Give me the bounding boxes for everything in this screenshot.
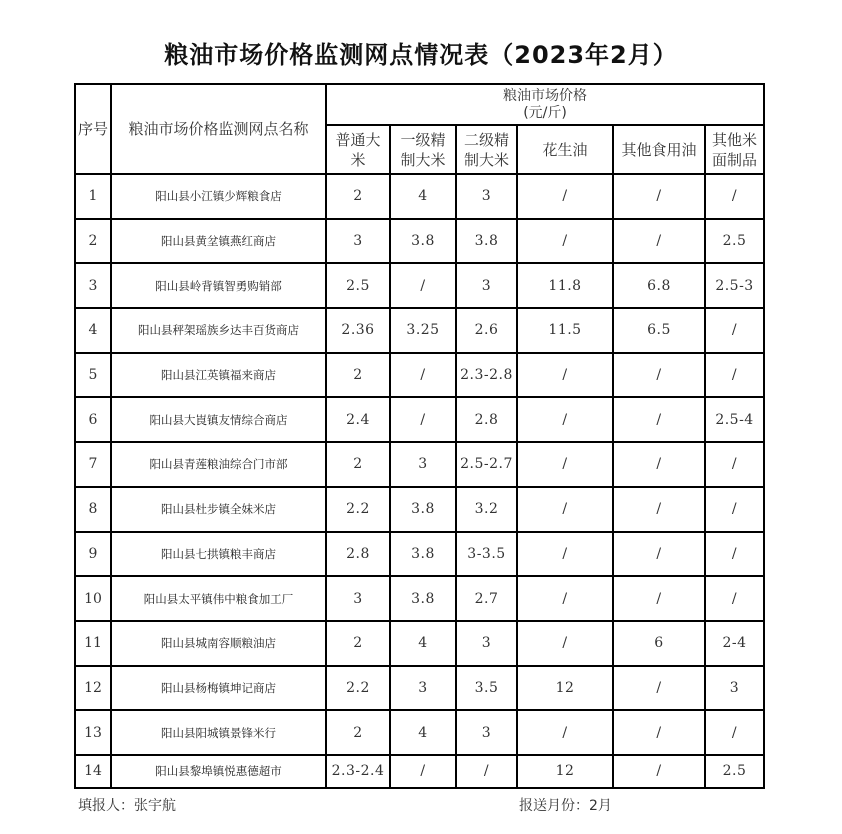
price-regular-rice: 2.3-2.4 [326,755,390,788]
price-other-rice-noodle: / [705,532,764,577]
row-index: 11 [75,621,111,666]
table-row [75,532,764,577]
table-row [75,353,764,398]
outlet-name: 阳山县秤架瑶族乡达丰百货商店 [111,308,326,353]
price-other-edible-oil: / [613,710,705,755]
row-index: 9 [75,532,111,577]
price-regular-rice: 2 [326,710,390,755]
header-grade1-rice: 一级精制大米 [390,125,456,174]
price-peanut-oil: / [517,219,613,264]
price-peanut-oil: / [517,442,613,487]
price-peanut-oil: / [517,397,613,442]
price-peanut-oil: / [517,576,613,621]
outlet-name: 阳山县黎埠镇悦惠德超市 [111,755,326,788]
price-grade1-rice: 3 [390,442,456,487]
price-other-rice-noodle: / [705,576,764,621]
price-other-edible-oil: / [613,576,705,621]
price-grade1-rice: 4 [390,621,456,666]
header-outlet-name: 粮油市场价格监测网点名称 [111,84,326,174]
price-other-edible-oil: / [613,755,705,788]
price-other-rice-noodle: / [705,710,764,755]
outlet-name: 阳山县江英镇福来商店 [111,353,326,398]
price-regular-rice: 2.2 [326,666,390,711]
price-other-edible-oil: / [613,532,705,577]
price-grade2-rice: 3-3.5 [456,532,517,577]
price-grade1-rice: 3 [390,666,456,711]
price-other-rice-noodle: 2.5 [705,755,764,788]
price-grade2-rice: 3.2 [456,487,517,532]
price-other-rice-noodle: / [705,487,764,532]
price-grade2-rice: 2.7 [456,576,517,621]
header-price-group-unit: (元/斤) [523,104,567,121]
table-row [75,442,764,487]
price-grade2-rice: 2.8 [456,397,517,442]
row-index: 6 [75,397,111,442]
price-other-edible-oil: / [613,397,705,442]
outlet-name: 阳山县阳城镇景锋米行 [111,710,326,755]
row-index: 7 [75,442,111,487]
row-index: 2 [75,219,111,264]
table-row [75,174,764,219]
price-other-rice-noodle: 2.5-3 [705,263,764,308]
price-grade1-rice: 3.25 [390,308,456,353]
outlet-name: 阳山县大崀镇友情综合商店 [111,397,326,442]
price-peanut-oil: 11.8 [517,263,613,308]
price-monitoring-table [74,83,765,789]
price-grade2-rice: 3 [456,621,517,666]
price-regular-rice: 2 [326,174,390,219]
price-peanut-oil: 11.5 [517,308,613,353]
price-peanut-oil: 12 [517,755,613,788]
price-grade1-rice: / [390,263,456,308]
header-index: 序号 [75,84,111,174]
price-peanut-oil: / [517,532,613,577]
price-regular-rice: 3 [326,219,390,264]
row-index: 12 [75,666,111,711]
price-grade2-rice: 2.5-2.7 [456,442,517,487]
header-regular-rice: 普通大米 [326,125,390,174]
row-index: 8 [75,487,111,532]
row-index: 3 [75,263,111,308]
price-peanut-oil: / [517,353,613,398]
price-regular-rice: 2.5 [326,263,390,308]
outlet-name: 阳山县黄坌镇燕红商店 [111,219,326,264]
price-peanut-oil: / [517,487,613,532]
table-row [75,621,764,666]
price-regular-rice: 2.8 [326,532,390,577]
price-other-edible-oil: / [613,174,705,219]
price-regular-rice: 2.2 [326,487,390,532]
price-grade2-rice: 2.3-2.8 [456,353,517,398]
header-grade2-rice: 二级精制大米 [456,125,517,174]
price-other-rice-noodle: / [705,174,764,219]
price-grade1-rice: / [390,397,456,442]
price-regular-rice: 3 [326,576,390,621]
table-row [75,755,764,788]
price-regular-rice: 2 [326,442,390,487]
price-other-rice-noodle: 2-4 [705,621,764,666]
outlet-name: 阳山县太平镇伟中粮食加工厂 [111,576,326,621]
outlet-name: 阳山县城南容顺粮油店 [111,621,326,666]
row-index: 1 [75,174,111,219]
table-row [75,397,764,442]
price-grade1-rice: / [390,755,456,788]
price-other-rice-noodle: 3 [705,666,764,711]
price-grade1-rice: 3.8 [390,487,456,532]
table-row [75,219,764,264]
row-index: 10 [75,576,111,621]
page-title: 粮油市场价格监测网点情况表（2023年2月） [164,41,678,69]
outlet-name: 阳山县青莲粮油综合门市部 [111,442,326,487]
price-grade2-rice: 3 [456,174,517,219]
price-other-rice-noodle: / [705,442,764,487]
price-grade1-rice: 4 [390,710,456,755]
price-other-edible-oil: / [613,219,705,264]
table-row [75,576,764,621]
table-row [75,710,764,755]
table-row [75,263,764,308]
price-regular-rice: 2 [326,621,390,666]
price-other-rice-noodle: 2.5-4 [705,397,764,442]
price-grade2-rice: / [456,755,517,788]
report-month-label: 报送月份：2月 [519,798,612,814]
outlet-name: 阳山县杜步镇全妹米店 [111,487,326,532]
header-peanut-oil: 花生油 [517,125,613,174]
table-row [75,487,764,532]
table-row [75,308,764,353]
table-row [75,666,764,711]
price-regular-rice: 2 [326,353,390,398]
price-other-edible-oil: / [613,442,705,487]
header-price-group [326,84,764,125]
price-other-edible-oil: / [613,666,705,711]
outlet-name: 阳山县岭背镇智勇购销部 [111,263,326,308]
row-index: 13 [75,710,111,755]
price-other-rice-noodle: / [705,308,764,353]
price-other-edible-oil: 6.8 [613,263,705,308]
price-peanut-oil: / [517,710,613,755]
price-grade1-rice: / [390,353,456,398]
price-grade1-rice: 3.8 [390,219,456,264]
price-grade2-rice: 3 [456,710,517,755]
price-grade2-rice: 3 [456,263,517,308]
price-regular-rice: 2.4 [326,397,390,442]
header-other-edible-oil: 其他食用油 [613,125,705,174]
outlet-name: 阳山县杨梅镇坤记商店 [111,666,326,711]
reporter-label: 填报人：张宇航 [78,798,176,814]
header-price-group-title: 粮油市场价格 [503,87,588,104]
outlet-name: 阳山县小江镇少辉粮食店 [111,174,326,219]
price-grade2-rice: 3.5 [456,666,517,711]
row-index: 14 [75,755,111,788]
price-peanut-oil: 12 [517,666,613,711]
price-other-rice-noodle: 2.5 [705,219,764,264]
row-index: 4 [75,308,111,353]
price-peanut-oil: / [517,174,613,219]
price-other-edible-oil: 6.5 [613,308,705,353]
row-index: 5 [75,353,111,398]
price-grade1-rice: 4 [390,174,456,219]
price-other-edible-oil: / [613,487,705,532]
price-other-edible-oil: / [613,353,705,398]
price-grade2-rice: 3.8 [456,219,517,264]
price-other-edible-oil: 6 [613,621,705,666]
price-grade2-rice: 2.6 [456,308,517,353]
price-regular-rice: 2.36 [326,308,390,353]
price-grade1-rice: 3.8 [390,576,456,621]
header-other-rice-noodle: 其他米面制品 [705,125,764,174]
outlet-name: 阳山县七拱镇粮丰商店 [111,532,326,577]
price-peanut-oil: / [517,621,613,666]
price-grade1-rice: 3.8 [390,532,456,577]
price-other-rice-noodle: / [705,353,764,398]
